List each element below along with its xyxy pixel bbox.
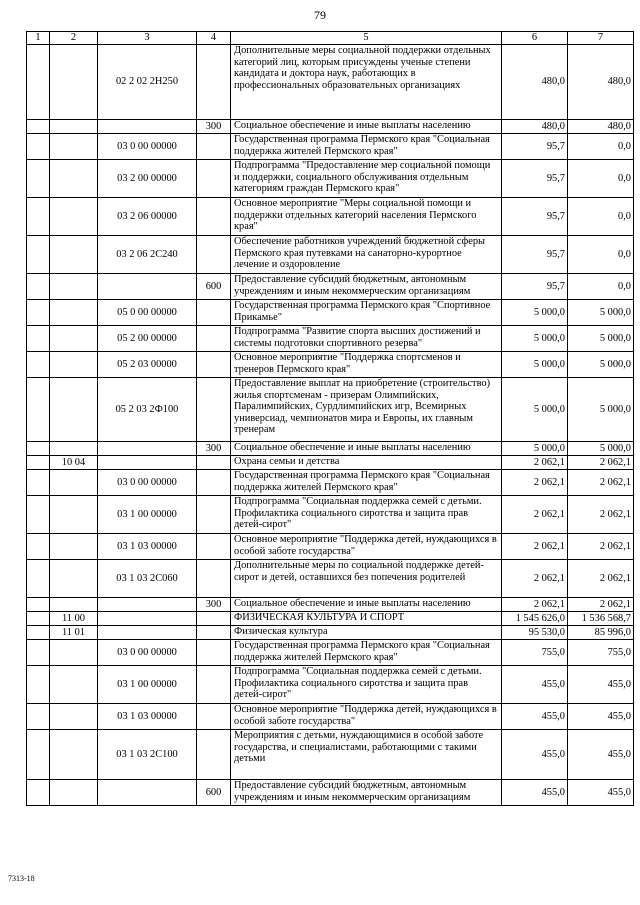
cell-name: Подпрограмма "Социальная поддержка семей с детьми. Профилактика социального сиротства и защита прав детей-сирот" (231, 666, 502, 704)
table-header-row (27, 32, 634, 45)
cell-section (50, 730, 98, 780)
cell-name: Подпрограмма "Предоставление мер социальной помощи и поддержки, социального обслуживания отдельным категориям граждан Пермского края" (231, 160, 502, 198)
cell-section (50, 534, 98, 560)
cell-name: Государственная программа Пермского края "Социальная поддержка жителей Пермского края" (231, 470, 502, 496)
cell-amount-col7: 2 062,1 (568, 560, 634, 598)
column-header: 2 (50, 32, 98, 45)
cell-amount-col6: 480,0 (502, 120, 568, 134)
cell-target-code: 05 2 03 00000 (98, 352, 197, 378)
cell-section (50, 470, 98, 496)
footer-document-code: 7313-18 (8, 874, 35, 883)
cell-name: Социальное обеспечение и иные выплаты населению (231, 598, 502, 612)
cell-amount-col7: 0,0 (568, 236, 634, 274)
column-header: 6 (502, 32, 568, 45)
table-row (27, 496, 634, 534)
cell-col1 (27, 640, 50, 666)
cell-section (50, 780, 98, 806)
cell-section (50, 598, 98, 612)
cell-target-code: 05 2 03 2Ф100 (98, 378, 197, 442)
cell-amount-col6: 5 000,0 (502, 300, 568, 326)
cell-expense-type (197, 534, 231, 560)
table-row (27, 378, 634, 442)
cell-amount-col7: 455,0 (568, 704, 634, 730)
cell-expense-type: 300 (197, 120, 231, 134)
cell-section (50, 45, 98, 120)
cell-target-code (98, 120, 197, 134)
cell-amount-col6: 95,7 (502, 236, 568, 274)
page-number: 79 (314, 8, 326, 22)
cell-expense-type: 300 (197, 598, 231, 612)
cell-target-code: 03 1 03 00000 (98, 704, 197, 730)
cell-name: Физическая культура (231, 626, 502, 640)
cell-col1 (27, 326, 50, 352)
table-row (27, 598, 634, 612)
cell-amount-col7: 2 062,1 (568, 598, 634, 612)
cell-target-code: 05 0 00 00000 (98, 300, 197, 326)
cell-name: Предоставление субсидий бюджетным, автономным учреждениям и иным некоммерческим организациям (231, 780, 502, 806)
cell-target-code: 03 1 03 2С100 (98, 730, 197, 780)
cell-col1 (27, 120, 50, 134)
cell-expense-type (197, 704, 231, 730)
cell-col1 (27, 45, 50, 120)
cell-col1 (27, 470, 50, 496)
cell-amount-col6: 755,0 (502, 640, 568, 666)
table-body (27, 45, 634, 806)
cell-name: Государственная программа Пермского края "Спортивное Прикамье" (231, 300, 502, 326)
cell-expense-type (197, 236, 231, 274)
cell-amount-col6: 2 062,1 (502, 496, 568, 534)
cell-section (50, 120, 98, 134)
cell-name: Предоставление субсидий бюджетным, автономным учреждениям и иным некоммерческим организациям (231, 274, 502, 300)
cell-amount-col7: 480,0 (568, 120, 634, 134)
cell-section (50, 326, 98, 352)
cell-amount-col6: 2 062,1 (502, 470, 568, 496)
cell-target-code: 05 2 00 00000 (98, 326, 197, 352)
cell-expense-type (197, 666, 231, 704)
cell-expense-type (197, 326, 231, 352)
cell-target-code (98, 626, 197, 640)
cell-amount-col7: 5 000,0 (568, 352, 634, 378)
cell-col1 (27, 236, 50, 274)
table-row (27, 300, 634, 326)
cell-expense-type (197, 198, 231, 236)
cell-col1 (27, 160, 50, 198)
table-row (27, 456, 634, 470)
cell-amount-col6: 2 062,1 (502, 534, 568, 560)
cell-expense-type (197, 160, 231, 198)
cell-amount-col7: 2 062,1 (568, 456, 634, 470)
table-row (27, 470, 634, 496)
cell-col1 (27, 496, 50, 534)
cell-name: Охрана семьи и детства (231, 456, 502, 470)
cell-section (50, 560, 98, 598)
table-row (27, 326, 634, 352)
table-row (27, 198, 634, 236)
cell-name: Предоставление выплат на приобретение (строительство) жилья спортсменам - призерам Олимпийских, Паралимпийских, Сурдлимпийских игр, Всемирных универсиад, чемпионатов мира и Европы, их главным тренерам (231, 378, 502, 442)
cell-target-code: 03 1 00 00000 (98, 666, 197, 704)
cell-col1 (27, 780, 50, 806)
cell-amount-col7: 0,0 (568, 160, 634, 198)
cell-section (50, 274, 98, 300)
cell-section: 11 01 (50, 626, 98, 640)
cell-amount-col6: 5 000,0 (502, 378, 568, 442)
cell-amount-col7: 0,0 (568, 198, 634, 236)
cell-target-code (98, 274, 197, 300)
cell-section (50, 496, 98, 534)
cell-section (50, 704, 98, 730)
cell-expense-type (197, 730, 231, 780)
cell-section (50, 236, 98, 274)
table-row (27, 120, 634, 134)
table-row (27, 534, 634, 560)
cell-col1 (27, 198, 50, 236)
cell-amount-col7: 0,0 (568, 274, 634, 300)
cell-amount-col7: 480,0 (568, 45, 634, 120)
cell-target-code: 03 1 03 00000 (98, 534, 197, 560)
cell-section (50, 666, 98, 704)
cell-amount-col7: 1 536 568,7 (568, 612, 634, 626)
table-row (27, 236, 634, 274)
cell-amount-col7: 5 000,0 (568, 442, 634, 456)
cell-expense-type: 600 (197, 780, 231, 806)
cell-expense-type (197, 470, 231, 496)
table-row (27, 134, 634, 160)
cell-expense-type (197, 626, 231, 640)
column-header: 5 (231, 32, 502, 45)
cell-target-code: 02 2 02 2Н250 (98, 45, 197, 120)
cell-target-code: 03 2 06 2С240 (98, 236, 197, 274)
cell-expense-type (197, 352, 231, 378)
cell-expense-type (197, 45, 231, 120)
table-row (27, 704, 634, 730)
cell-amount-col7: 5 000,0 (568, 326, 634, 352)
table-row (27, 45, 634, 120)
cell-amount-col6: 5 000,0 (502, 352, 568, 378)
cell-amount-col6: 5 000,0 (502, 326, 568, 352)
cell-amount-col7: 5 000,0 (568, 378, 634, 442)
cell-section (50, 378, 98, 442)
cell-name: Дополнительные меры социальной поддержки отдельных категорий лиц, которым присуждены ученые степени кандидата и доктора наук, работающих в профессиональных образовательных организациях (231, 45, 502, 120)
cell-amount-col7: 755,0 (568, 640, 634, 666)
cell-name: Подпрограмма "Социальная поддержка семей с детьми. Профилактика социального сиротства и защита прав детей-сирот" (231, 496, 502, 534)
cell-name: Подпрограмма "Развитие спорта высших достижений и системы подготовки спортивного резерва" (231, 326, 502, 352)
table-row (27, 730, 634, 780)
budget-table (26, 31, 634, 806)
table-row (27, 640, 634, 666)
column-header: 4 (197, 32, 231, 45)
table-row (27, 626, 634, 640)
cell-target-code: 03 0 00 00000 (98, 640, 197, 666)
cell-amount-col6: 2 062,1 (502, 560, 568, 598)
cell-col1 (27, 560, 50, 598)
cell-target-code (98, 442, 197, 456)
cell-section (50, 160, 98, 198)
cell-name: Основное мероприятие "Поддержка спортсменов и тренеров Пермского края" (231, 352, 502, 378)
cell-expense-type (197, 560, 231, 598)
cell-expense-type: 300 (197, 442, 231, 456)
cell-expense-type (197, 612, 231, 626)
cell-name: Основное мероприятие "Меры социальной помощи и поддержки отдельных категорий населения Пермского края" (231, 198, 502, 236)
cell-amount-col6: 95,7 (502, 160, 568, 198)
table-row (27, 352, 634, 378)
cell-amount-col6: 480,0 (502, 45, 568, 120)
cell-amount-col7: 455,0 (568, 730, 634, 780)
column-header: 3 (98, 32, 197, 45)
cell-amount-col6: 2 062,1 (502, 598, 568, 612)
cell-target-code: 03 0 00 00000 (98, 134, 197, 160)
cell-target-code (98, 780, 197, 806)
cell-section (50, 640, 98, 666)
cell-amount-col6: 5 000,0 (502, 442, 568, 456)
table-row (27, 780, 634, 806)
cell-target-code (98, 456, 197, 470)
cell-amount-col6: 1 545 626,0 (502, 612, 568, 626)
cell-amount-col7: 2 062,1 (568, 496, 634, 534)
cell-amount-col6: 95,7 (502, 134, 568, 160)
cell-target-code (98, 598, 197, 612)
cell-col1 (27, 442, 50, 456)
cell-amount-col6: 455,0 (502, 704, 568, 730)
cell-name: Государственная программа Пермского края "Социальная поддержка жителей Пермского края" (231, 640, 502, 666)
cell-name: Дополнительные меры по социальной поддержке детей-сирот и детей, оставшихся без попечения родителей (231, 560, 502, 598)
table-row (27, 160, 634, 198)
cell-name: Социальное обеспечение и иные выплаты населению (231, 442, 502, 456)
cell-col1 (27, 378, 50, 442)
cell-target-code (98, 612, 197, 626)
cell-name: Социальное обеспечение и иные выплаты населению (231, 120, 502, 134)
cell-target-code: 03 1 03 2С060 (98, 560, 197, 598)
cell-expense-type (197, 134, 231, 160)
cell-section (50, 300, 98, 326)
cell-amount-col6: 95 530,0 (502, 626, 568, 640)
cell-amount-col6: 95,7 (502, 198, 568, 236)
cell-amount-col7: 455,0 (568, 780, 634, 806)
cell-amount-col6: 455,0 (502, 666, 568, 704)
cell-target-code: 03 2 00 00000 (98, 160, 197, 198)
column-header: 1 (27, 32, 50, 45)
cell-col1 (27, 300, 50, 326)
cell-amount-col7: 85 996,0 (568, 626, 634, 640)
table-row (27, 666, 634, 704)
cell-target-code: 03 1 00 00000 (98, 496, 197, 534)
cell-amount-col6: 455,0 (502, 780, 568, 806)
cell-expense-type (197, 456, 231, 470)
cell-amount-col6: 455,0 (502, 730, 568, 780)
cell-name: Основное мероприятие "Поддержка детей, нуждающихся в особой заботе государства" (231, 704, 502, 730)
cell-col1 (27, 534, 50, 560)
table-row (27, 612, 634, 626)
cell-section (50, 442, 98, 456)
table-row (27, 560, 634, 598)
cell-expense-type (197, 300, 231, 326)
cell-section: 11 00 (50, 612, 98, 626)
cell-target-code: 03 2 06 00000 (98, 198, 197, 236)
cell-col1 (27, 626, 50, 640)
cell-amount-col6: 2 062,1 (502, 456, 568, 470)
table-row (27, 442, 634, 456)
cell-expense-type (197, 496, 231, 534)
cell-target-code: 03 0 00 00000 (98, 470, 197, 496)
cell-name: Государственная программа Пермского края "Социальная поддержка жителей Пермского края" (231, 134, 502, 160)
cell-name: Мероприятия с детьми, нуждающимися в особой заботе государства, и специалистами, работающими с такими детьми (231, 730, 502, 780)
cell-section (50, 352, 98, 378)
cell-expense-type (197, 378, 231, 442)
table-row (27, 274, 634, 300)
cell-amount-col7: 455,0 (568, 666, 634, 704)
cell-amount-col6: 95,7 (502, 274, 568, 300)
cell-col1 (27, 274, 50, 300)
cell-amount-col7: 5 000,0 (568, 300, 634, 326)
cell-col1 (27, 134, 50, 160)
cell-col1 (27, 704, 50, 730)
cell-name: Основное мероприятие "Поддержка детей, нуждающихся в особой заботе государства" (231, 534, 502, 560)
cell-name: Обеспечение работников учреждений бюджетной сферы Пермского края путевками на санаторно-курортное лечение и оздоровление (231, 236, 502, 274)
cell-expense-type: 600 (197, 274, 231, 300)
cell-col1 (27, 612, 50, 626)
cell-amount-col7: 0,0 (568, 134, 634, 160)
cell-col1 (27, 730, 50, 780)
cell-col1 (27, 456, 50, 470)
cell-col1 (27, 352, 50, 378)
cell-section (50, 198, 98, 236)
column-header: 7 (568, 32, 634, 45)
cell-amount-col7: 2 062,1 (568, 470, 634, 496)
cell-name: ФИЗИЧЕСКАЯ КУЛЬТУРА И СПОРТ (231, 612, 502, 626)
cell-expense-type (197, 640, 231, 666)
cell-section (50, 134, 98, 160)
cell-col1 (27, 598, 50, 612)
cell-section: 10 04 (50, 456, 98, 470)
cell-amount-col7: 2 062,1 (568, 534, 634, 560)
cell-col1 (27, 666, 50, 704)
